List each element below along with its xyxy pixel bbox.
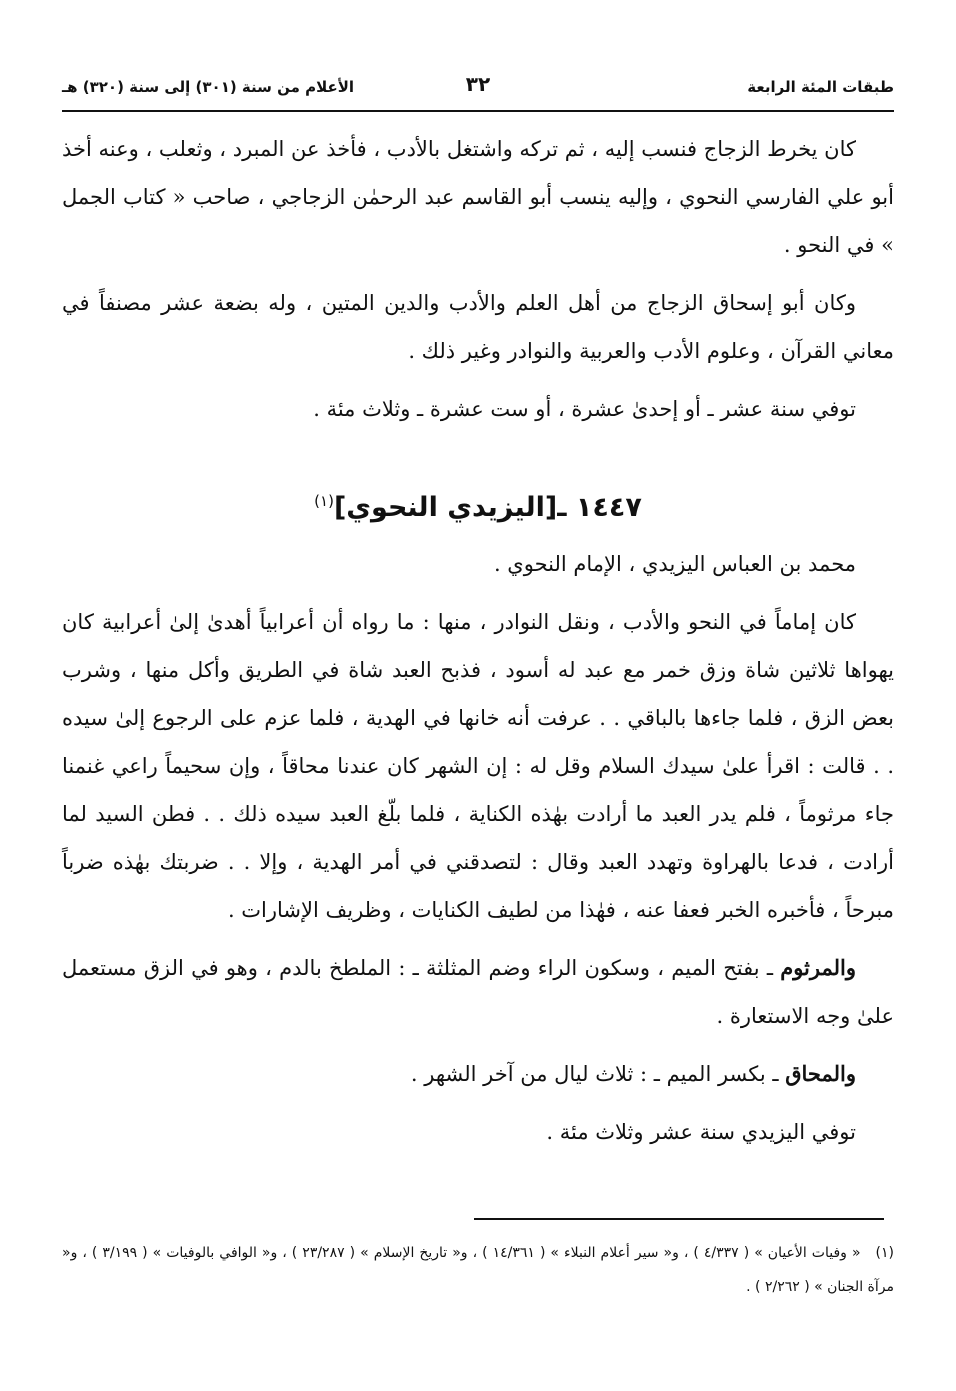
entry-number: ١٤٤٧ ـ [557,492,642,523]
header-range: الأعلام من سنة (٣٠١) إلى سنة (٣٢٠) هـ [62,78,355,96]
glossary-entry [62,1050,894,1098]
header-page-number: ٣٢ [465,72,491,96]
main-text [62,125,894,1166]
footnote-number: (١) [875,1245,895,1261]
paragraph: محمد بن العباس اليزيدي ، الإمام النحوي . [493,552,856,576]
paragraph: كان إماماً في النحو والأدب ، ونقل النوادر ، منها : ما رواه أن أعرابياً أهدىٰ إلىٰ أعرابية كان يهواها ثلاثين شاة وزق خمر مع عبد له أسود ، فذبح العبد شاة في الطريق وأكل منها ، وشرب بعض الزق ، فلما جاءها بالباقي . . عرفت أنه خانها في الهدية ، فلما عزم على الرجوع إلىٰ سيده . . قالت : اقرأ علىٰ سيدك السلام وقل له : إن الشهر كان عندنا محاقاً ، وإن سحيماً راعي غنمنا جاء مرثوماً ، فلم يدر العبد ما أرادت بهٰذه الكناية ، فلما بلّغ العبد سيده ذلك . . فطن السيد لما أرادت ، فدعا بالهراوة وتهدد العبد وقال : لتصدقني في أمر الهدية ، وإلا . . ضربتك بهٰذه ضرباً مبرحاً ، فأخبره الخبر فعفا عنه ، فهٰذا من لطيف الكنايات ، وظريف الإشارات . [62,610,894,922]
running-header [62,72,894,106]
paragraph: توفي سنة عشر ـ أو إحدىٰ عشرة ، أو ست عشرة ـ وثلاث مئة . [313,397,856,421]
paragraph: وكان أبو إسحاق الزجاج من أهل العلم والأدب والدين المتين ، وله بضعة عشر مصنفاً في معاني القرآن ، وعلوم الأدب والعربية والنوادر وغير ذلك . [62,291,894,363]
footnote-divider [474,1218,884,1220]
paragraph: كان يخرط الزجاج فنسب إليه ، ثم تركه واشتغل بالأدب ، فأخذ عن المبرد ، وثعلب ، وعنه أخذ أبو علي الفارسي النحوي ، وإليه ينسب أبو القاسم عبد الرحمٰن الزجاجي ، صاحب « كتاب الجمل » في النحو . [61,137,894,257]
entry-heading [62,477,894,532]
closing-line: توفي اليزيدي سنة عشر وثلاث مئة . [546,1120,856,1144]
footnote [62,1236,894,1304]
footnote-text: « وفيات الأعيان » ( ٤/٣٣٧ ) ، و« سير أعلام النبلاء » ( ١٤/٣٦١ ) ، و« تاريخ الإسلام » ( ٢٣/٢٨٧ ) ، و« الوافي بالوفيات » ( ٣/١٩٩ ) ، و« مرآة الجنان » ( ٢/٢٦٢ ) . [62,1245,894,1295]
glossary-entry [62,944,894,1040]
entry-name: [اليزيدي النحوي] [333,492,558,523]
glossary-term: والمرثوم [780,955,856,980]
glossary-definition: ـ بفتح الميم ، وسكون الراء وضم المثلثة ـ : الملطخ بالدم ، وهو في الزق مستعمل علىٰ وجه الاستعارة . [62,956,894,1028]
footnote-ref: (١) [314,492,334,510]
glossary-definition: ـ بكسر الميم ـ : ثلاث ليال من آخر الشهر . [410,1062,786,1086]
glossary-term: والمحاق [785,1061,856,1086]
header-book-title: طبقات المئة الرابعة [747,78,894,96]
header-divider [62,110,894,112]
